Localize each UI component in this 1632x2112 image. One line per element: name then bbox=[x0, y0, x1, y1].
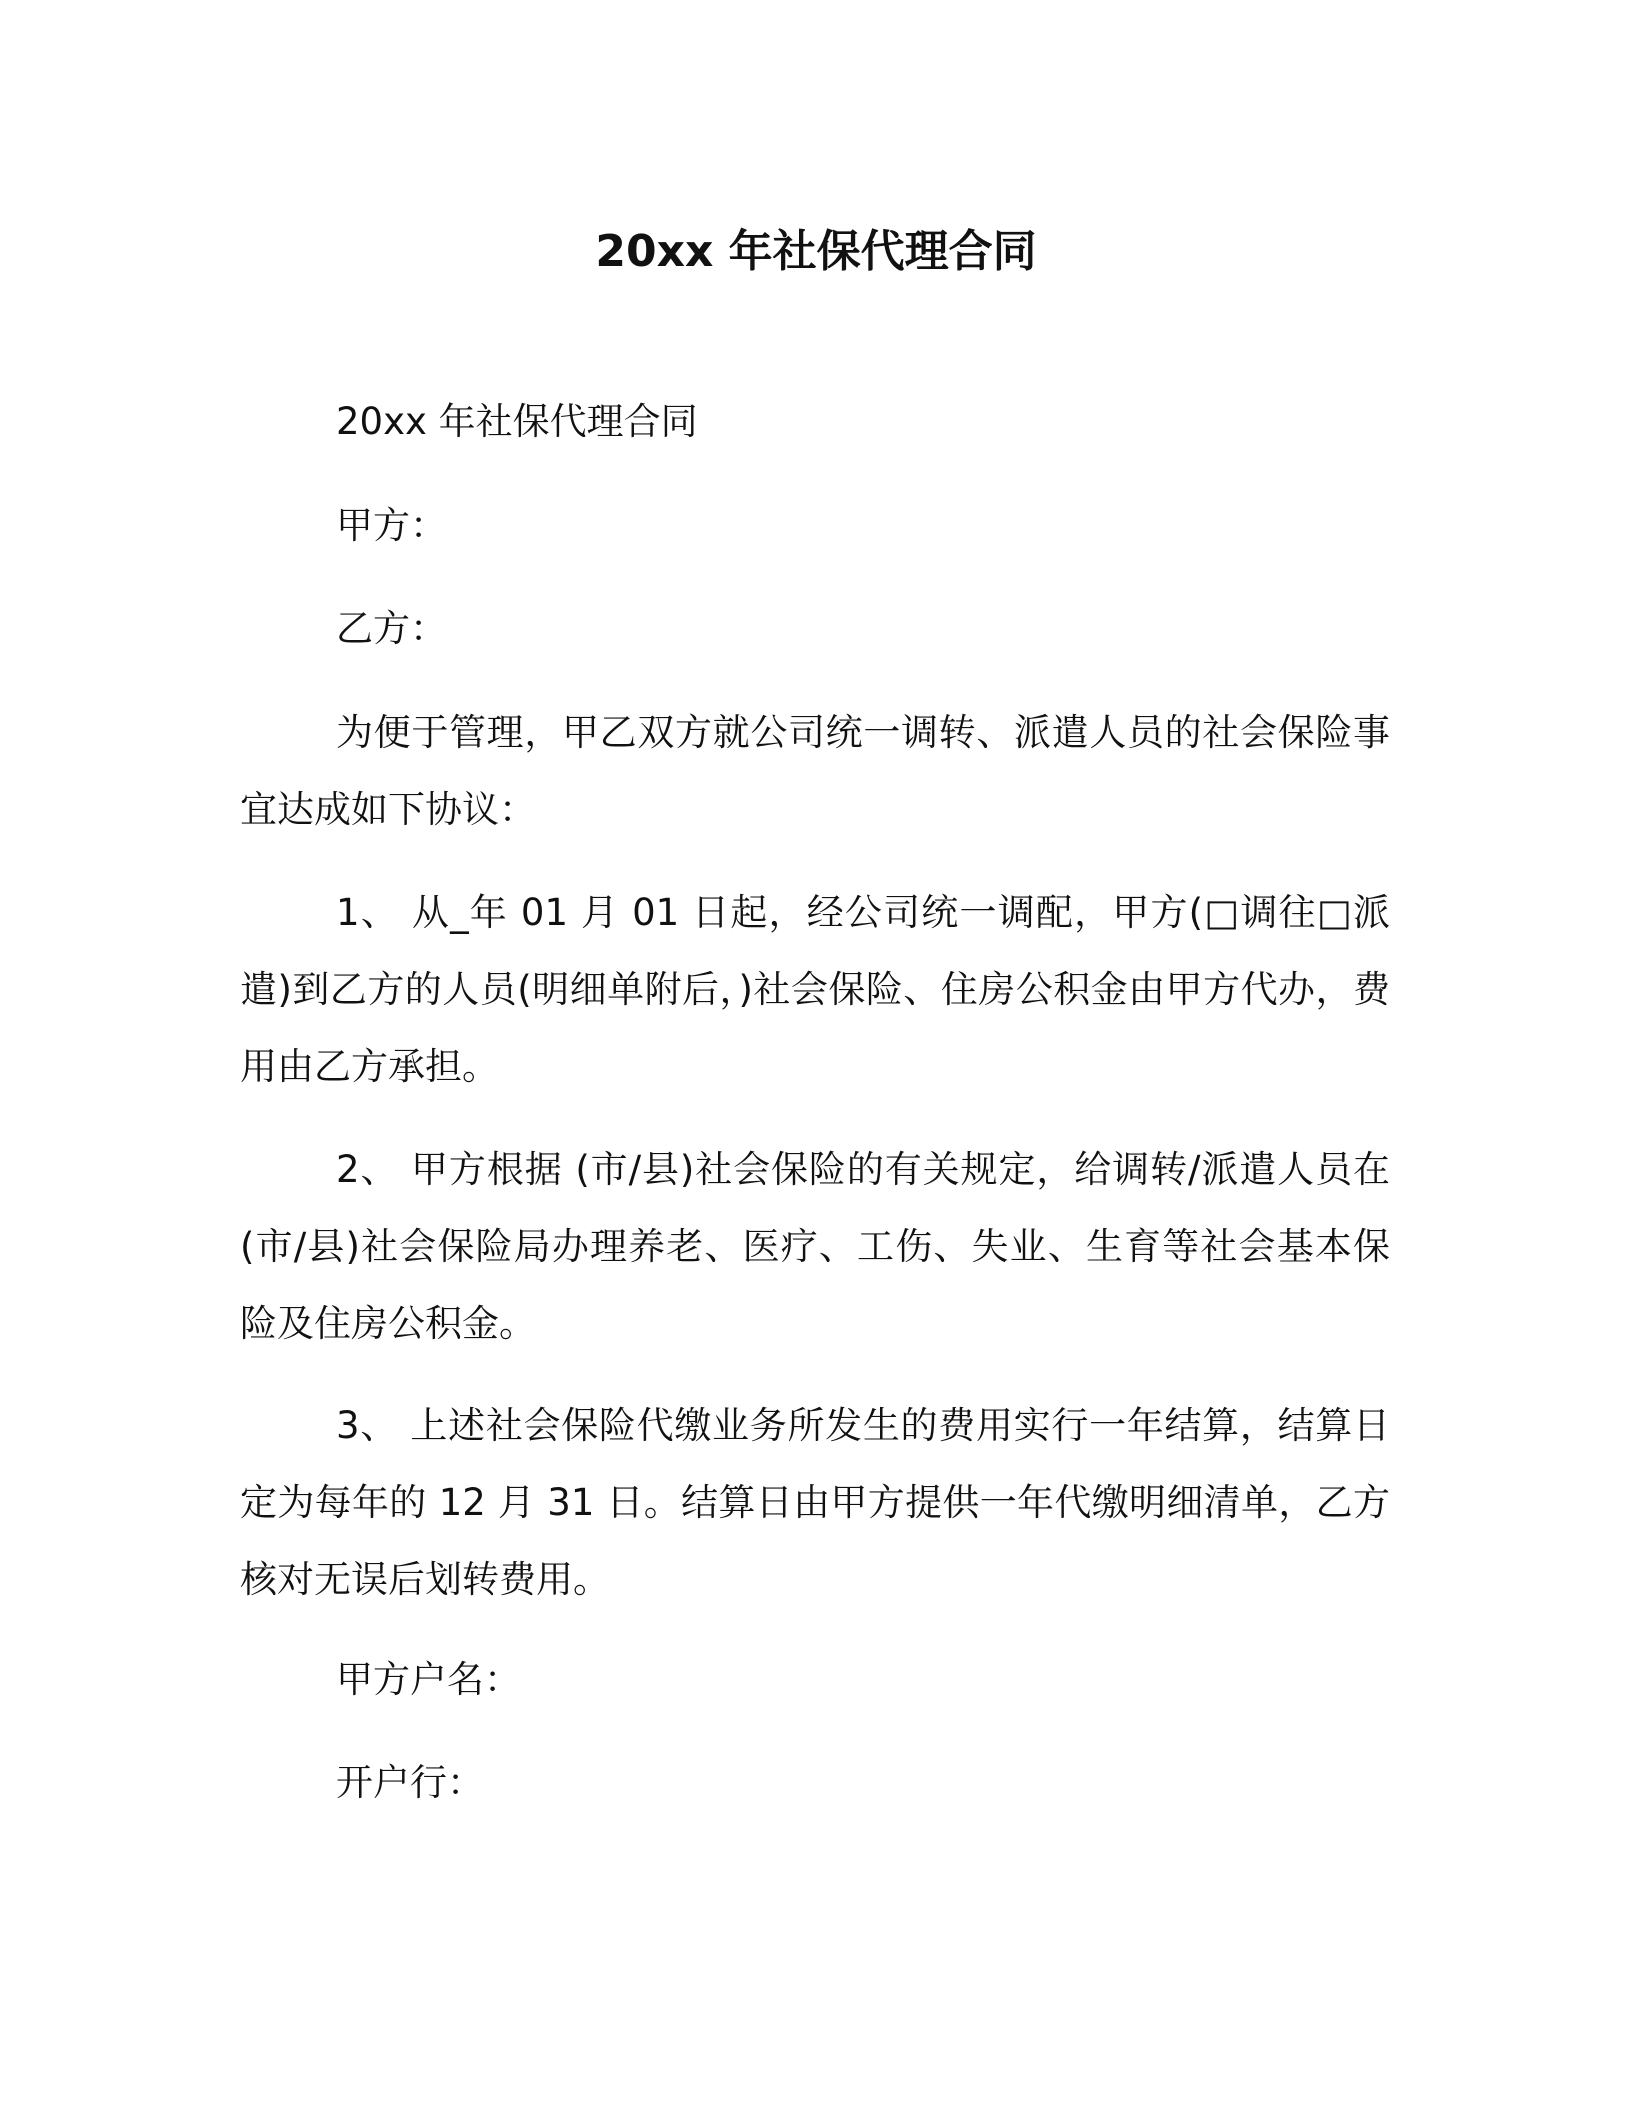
clause-3-paragraph: 3、 上述社会保险代缴业务所发生的费用实行一年结算，结算日定为每年的 12 月 31 日。结算日由甲方提供一年代缴明细清单，乙方核对无误后划转费用。 bbox=[240, 1404, 1390, 1601]
clause-2-paragraph: 2、 甲方根据 (市/县)社会保险的有关规定，给调转/派遣人员在(市/县)社会保险局办理养老、医疗、工伤、失业、生育等社会基本保险及住房公积金。 bbox=[240, 1148, 1390, 1345]
account-name-label: 甲方户名： bbox=[336, 1658, 521, 1701]
document-title: 20xx 年社保代理合同 bbox=[595, 226, 1037, 277]
party-a-label: 甲方： bbox=[336, 504, 447, 547]
clause-1-paragraph: 1、 从_年 01 月 01 日起，经公司统一调配，甲方(□调往□派遣)到乙方的人员(明细单附后，)社会保险、住房公积金由甲方代办，费用由乙方承担。 bbox=[240, 891, 1390, 1088]
document-subtitle: 20xx 年社保代理合同 bbox=[336, 400, 698, 443]
party-b-label: 乙方： bbox=[336, 607, 447, 650]
intro-paragraph: 为便于管理，甲乙双方就公司统一调转、派遣人员的社会保险事宜达成如下协议： bbox=[240, 711, 1390, 831]
bank-label: 开户行： bbox=[336, 1761, 484, 1804]
